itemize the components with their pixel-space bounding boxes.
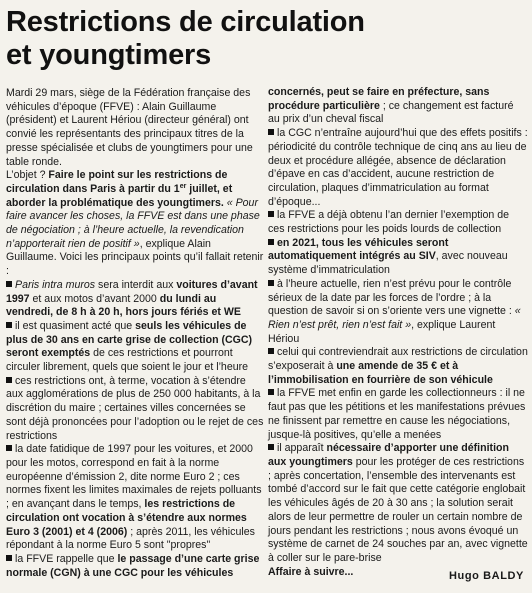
r7-a: il apparaît [277,442,327,455]
right-column [268,86,528,579]
b1-e: du lundi au vendredi, de 8 h à 20 h, hors jours fériés et WE [6,292,241,319]
r4-b: « Rien n’est prêt, rien n’est fait » [268,305,521,331]
bullet-square-icon [268,239,274,245]
intro-text: Mardi 29 mars, siège de la Fédération française des véhicules d’époque (FFVE) : Alain Guillaume (président) et Laurent Hériou (directeur général) ont convié les représentants des principaux titres de la presse spécialisée et clubs de youngtimers pour une table ronde. [6,87,253,168]
r5-a: celui qui contreviendrait aux restrictions de circulation s’exposerait à [268,346,528,373]
closing-text: Affaire à suivre... [268,565,354,578]
b1-d: et aux motos d’avant 2000 [29,292,160,305]
intro-paragraph [6,87,264,169]
r7-c: pour les protéger de ces restrictions ; après concertation, l’ensemble des intervenants est tombé d’accord sur le fait que cette catégorie englobait les véhicules âgés de 20 à 30 ans ; la solution serait alors de leur permettre de rouler un certain nombre de jours pendant les restrictions ; nous avons évoqué un système de carnet de 24 souches par an, avec vignette à coller sur le pare-brise [268,455,528,564]
bullet-square-icon [6,555,12,561]
r4-a: à l’heure actuelle, rien n’est prévu pour le contrôle sérieux de la date par les forces de l’ordre ; à la question de savoir si on s’oriente vers une vignette : [268,277,515,318]
bullet-paris [6,279,264,320]
r2: la FFVE a déjà obtenu l’an dernier l’exemption de ces restrictions pour les poids lourds de collection [268,209,510,236]
bullet-agglomerations [6,375,264,444]
bullet-cgn-to-cgc [6,553,264,580]
bullet-euro-norms [6,443,264,553]
b5-a: la FFVE rappelle que [15,552,118,565]
bullet-square-icon [268,444,274,450]
objet-bold-c: juillet, et aborder la problématique des youngtimers. [6,182,233,209]
quote-guillaume: « Pour faire avancer les choses, la FFVE est dans une phase de négociation ; à l’heure actuelle, la revendication n’apporterait rien de positif » [6,196,260,250]
bullet-square-icon [268,348,274,354]
bullet-square-icon [6,377,12,383]
article-title-line-2: et youngtimers [6,39,212,71]
quote-after: , explique Alain Guillaume. Voici les principaux points qu’il fallait retenir : [6,237,264,278]
bullet-square-icon [6,322,12,328]
bullet-siv-2021 [268,237,528,278]
r7-b: nécessaire d’apporter une définition aux youngtimers [268,442,509,468]
bullet-amende [268,346,528,387]
b4-c: ; après 2011, les véhicules répondant à la norme Euro 5 sont "propres" [6,525,255,552]
b3: ces restrictions ont, à terme, vocation à s’étendre aux agglomérations de plus de 250 000 habitants, à la discrétion du maire ; certaines villes concernées se sont déjà prononcées pour l’adoption ou le rejet de ces restrictions [6,374,264,442]
bullet-square-icon [268,211,274,217]
bullet-square-icon [268,280,274,286]
bullet-vignette [268,278,528,347]
bullet-square-icon [6,445,12,451]
r6: la FFVE met enfin en garde les collectionneurs : il ne faut pas que les pétitions et les manifestations prévues ne finissent par remettre en cause les négociations, jusque-là positives, qu’elle a menées [268,387,526,441]
objet-bold-a: Faire le point sur les restrictions de circulation dans Paris à partir du 1 [6,169,228,195]
bullet-square-icon [6,281,12,287]
bullet-mise-en-garde [268,387,528,442]
b4-b: les restrictions de circulation ont vocation à s’étendre aux normes Euro 3 (2001) et 4 (2006) [6,498,247,538]
r3-a: en 2021, tous les véhicules seront automatiquement intégrés au SIV [268,236,449,263]
b5-b: le passage d’une carte grise normale (CGN) à une CGC pour les véhicules [6,552,260,579]
b4-a: la date fatidique de 1997 pour les voitures, et 2000 pour les motos, correspond en fait à la norme européenne d’émission 2, dite norme Euro 2 ; ces normes fixent les limites maximales de rejets polluants ; en avançant dans le temps, [6,443,262,511]
b2-a: il est quasiment acté que [15,319,136,332]
bullet-definition-youngtimers [268,442,528,565]
author-signature: Hugo BALDY [448,570,524,582]
article-title [6,6,526,72]
r5-b: une amende de 35 € et à l’immobilisation en fourrière de son véhicule [268,360,493,386]
bullet-cgc-effects [268,127,528,209]
r0-a: concernés, peut se faire en préfecture, sans procédure particulière [268,86,490,112]
objet-lead: L’objet ? [6,169,49,182]
objet-sup: er [179,182,187,190]
bullet-square-icon [268,129,274,135]
continuation-paragraph [268,86,528,127]
b2-c: de ces restrictions et pourront circuler librement, quels que soient le jour et l’heure [6,347,249,374]
r1: la CGC n’entraîne aujourd’hui que des effets positifs : périodicité du contrôle technique de cinq ans au lieu de deux et procédure allégée, absence de déclaration d’épave en cas d’accident, aucune restriction de circulation, plaques d’immatriculation au format d’époque... [268,127,528,208]
bullet-square-icon [268,389,274,395]
r4-c: , explique Laurent Hériou [268,318,496,345]
b1-a: Paris intra muros [15,278,96,291]
b2-b: seuls les véhicules de plus de 30 ans en carte grise de collection (CGC) seront exemptés [6,319,253,360]
bullet-poids-lourds [268,209,528,236]
b1-b: sera interdit aux [95,278,177,291]
objet-paragraph [6,169,264,279]
article-title-line-1: Restrictions de circulation [6,6,365,38]
r3-b: , avec nouveau système d’immatriculation [268,250,508,277]
b1-c: voitures d’avant 1997 [6,278,258,305]
left-column [6,87,264,580]
r0-b: ; ce changement est facturé au prix d’un cheval fiscal [268,99,514,126]
bullet-cgc [6,320,264,375]
